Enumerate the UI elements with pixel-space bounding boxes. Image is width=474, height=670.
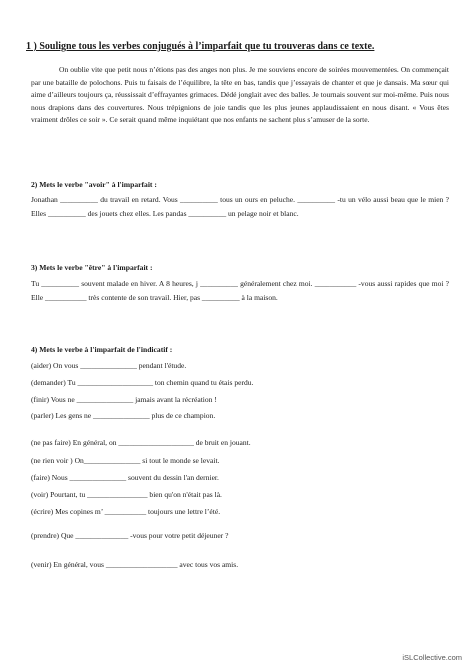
exercise-4-line: (ne pas faire) En général, on ____________________ de bruit en jouant. — [31, 438, 251, 447]
exercise-4-line: (voir) Pourtant, tu ________________ bien qu'on n'était pas là. — [31, 490, 222, 499]
exercise-3-title: 3) Mets le verbe "être" à l'imparfait : — [31, 263, 153, 272]
watermark-footer: iSLCollective.com — [402, 653, 462, 662]
exercise-3-text: Tu __________ souvent malade en hiver. A 8 heures, j __________ généralement chez moi. ___________ -vous aussi rapides que moi ? Elle ___________ très contente de son travail. Hier, pas __________ à la maison. — [31, 279, 449, 302]
exercise-4-title: 4) Mets le verbe à l'imparfait de l'indicatif : — [31, 345, 173, 354]
exercise-4-line: (prendre) Que ______________ -vous pour votre petit déjeuner ? — [31, 531, 229, 540]
exercise-4-line: (faire) Nous _______________ souvent du dessin l'an dernier. — [31, 473, 219, 482]
exercise-4-line: (finir) Vous ne _______________ jamais avant la récréation ! — [31, 395, 217, 404]
exercise-4-line: (ne rien voir ) On_______________ si tout le monde se levait. — [31, 456, 220, 465]
exercise-4-line: (aider) On vous _______________ pendant l'étude. — [31, 361, 187, 370]
exercise-2-title: 2) Mets le verbe "avoir" à l'imparfait : — [31, 180, 157, 189]
exercise-1-text: On oublie vite que petit nous n’étions pas des anges non plus. Je me souviens encore de soirées mouvementées. On commençait par une bataille de polochons. Puis tu faisais de l’équilibre, la tête en bas, tandis que j’essayais de chanter et que je dansais. Ma sœur qui aime d’ailleurs toujours ça, réussissait d’effrayantes grimaces. Dédé jonglait avec des balles. Je tournais souvent sur moi-même. Puis nous nous drapions dans des couvertures. Nous trépignions de joie tandis que les plus jeunes applaudissaient en nous disant. « Vous êtes vraiment drôles ce soir ». Ce serait quand même inquiétant que nos enfants ne sachent plus s’amuser de la sorte. — [31, 65, 449, 124]
exercise-4-line: (venir) En général, vous ___________________ avec tous vos amis. — [31, 560, 239, 569]
exercise-4-line: (écrire) Mes copines m’ ___________ toujours une lettre l’été. — [31, 507, 221, 516]
exercise-4-line: (parler) Les gens ne _______________ plus de ce champion. — [31, 411, 216, 420]
exercise-1-title: 1 ) Souligne tous les verbes conjugués à l’imparfait que tu trouveras dans ce texte. — [26, 41, 375, 52]
exercise-2-text: Jonathan __________ du travail en retard. Vous __________ tous un ours en peluche. __________ -tu un vélo aussi beau que le mien ? Elles __________ des jouets chez elles. Les pandas __________ un pelage noir et blanc. — [31, 195, 449, 218]
exercise-4-line: (demander) Tu ____________________ ton chemin quand tu étais perdu. — [31, 378, 254, 387]
